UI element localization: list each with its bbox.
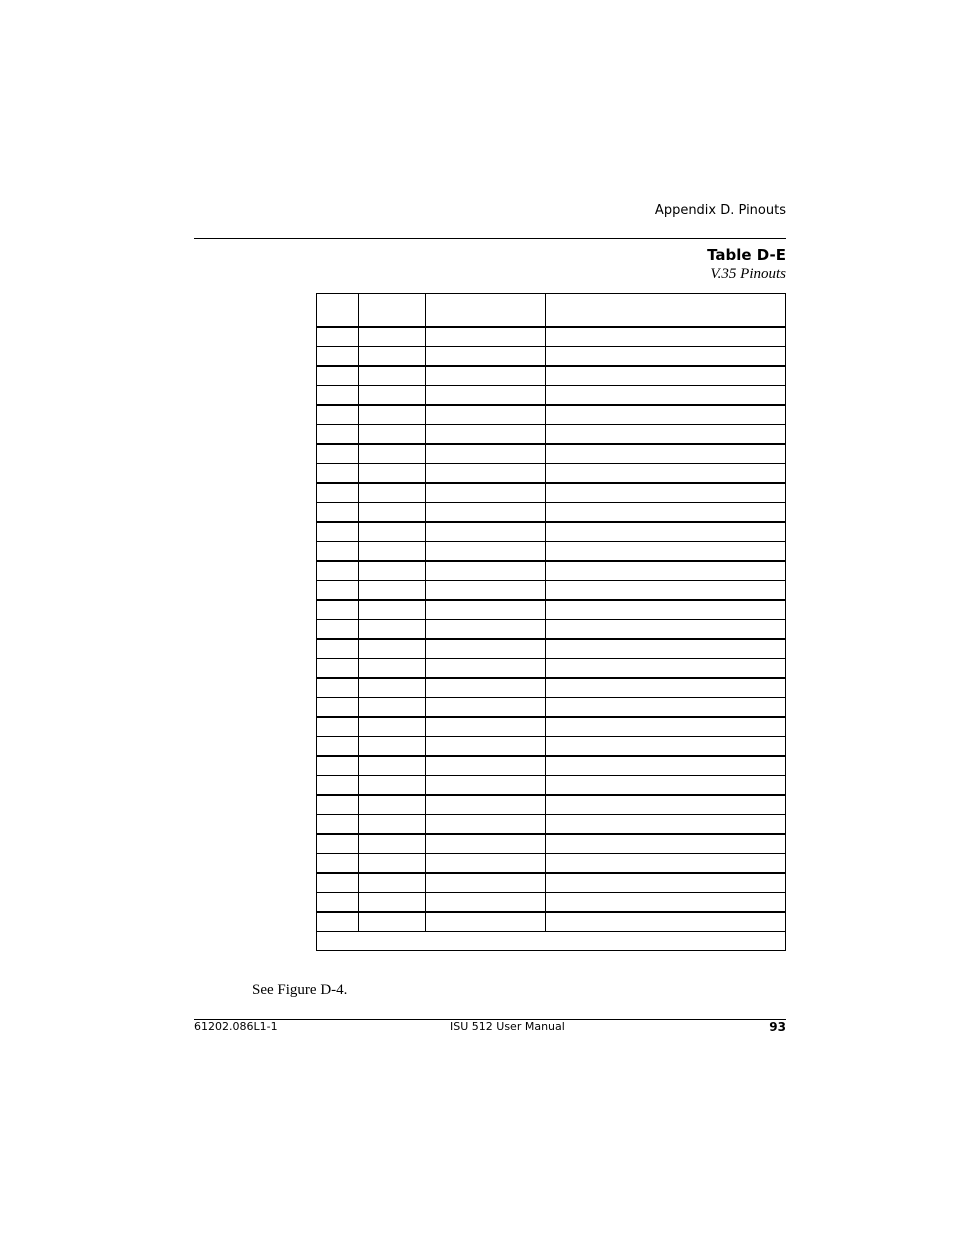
table-cell (426, 795, 546, 815)
table-row (317, 347, 786, 367)
table-cell (426, 561, 546, 581)
table-cell (426, 522, 546, 542)
table-header-row (317, 294, 786, 328)
table-cell (546, 776, 786, 796)
table-cell (317, 561, 359, 581)
table-cell (359, 912, 426, 932)
table-cell (317, 834, 359, 854)
table-cell (546, 678, 786, 698)
table-row (317, 873, 786, 893)
table-cell (426, 581, 546, 601)
table-row (317, 405, 786, 425)
table-cell (317, 678, 359, 698)
table-cell (317, 893, 359, 913)
table-row (317, 639, 786, 659)
table-cell (546, 815, 786, 835)
table-cell (426, 678, 546, 698)
table-cell (317, 522, 359, 542)
table-row (317, 893, 786, 913)
table-cell (426, 620, 546, 640)
table-cell (359, 776, 426, 796)
table-row (317, 698, 786, 718)
table-cell (359, 795, 426, 815)
table-cell (317, 464, 359, 484)
table-row (317, 815, 786, 835)
table-cell (546, 639, 786, 659)
table-cell (546, 425, 786, 445)
table-cell (426, 347, 546, 367)
table-cell (359, 561, 426, 581)
table-cell (546, 386, 786, 406)
table-cell (546, 464, 786, 484)
table-cell (359, 620, 426, 640)
table-cell (546, 347, 786, 367)
table-cell (546, 405, 786, 425)
header-cell (426, 294, 546, 328)
table-cell (546, 756, 786, 776)
header-cell (546, 294, 786, 328)
table-cell (546, 659, 786, 679)
header-cell (359, 294, 426, 328)
table-cell (359, 503, 426, 523)
table-cell (359, 366, 426, 386)
table-row (317, 834, 786, 854)
table-cell (359, 893, 426, 913)
table-cell (546, 620, 786, 640)
pinouts-table (316, 293, 786, 951)
table-cell (317, 483, 359, 503)
table-cell (546, 795, 786, 815)
table-row (317, 386, 786, 406)
table-cell (317, 542, 359, 562)
table-cell (426, 756, 546, 776)
table-cell (359, 542, 426, 562)
table-cell (317, 737, 359, 757)
header-cell (317, 294, 359, 328)
table-cell (426, 776, 546, 796)
table-row (317, 366, 786, 386)
table-cell (317, 698, 359, 718)
table-cell (317, 366, 359, 386)
table-row (317, 717, 786, 737)
table-cell (359, 425, 426, 445)
table-cell (546, 503, 786, 523)
table-cell (359, 756, 426, 776)
table-row (317, 581, 786, 601)
table-cell (426, 834, 546, 854)
table-cell (317, 815, 359, 835)
table-cell (359, 464, 426, 484)
table-cell (359, 639, 426, 659)
table-cell (546, 327, 786, 347)
table-row (317, 464, 786, 484)
table-cell (317, 581, 359, 601)
table-id: Table D-E (707, 246, 786, 264)
table-cell (317, 912, 359, 932)
table-cell (317, 327, 359, 347)
table-cell (317, 795, 359, 815)
table-cell (359, 581, 426, 601)
table-cell (426, 659, 546, 679)
table-row (317, 776, 786, 796)
table-cell (359, 386, 426, 406)
table-cell (426, 444, 546, 464)
table-cell (546, 600, 786, 620)
table-cell (546, 542, 786, 562)
table-cell (546, 834, 786, 854)
table-cell (426, 425, 546, 445)
table-cell (426, 366, 546, 386)
table-cell (317, 347, 359, 367)
table-cell (359, 873, 426, 893)
table-cell (546, 483, 786, 503)
table-cell (359, 347, 426, 367)
table-cell (359, 522, 426, 542)
table-row (317, 483, 786, 503)
table-cell (359, 444, 426, 464)
table-cell (546, 717, 786, 737)
table-cell (317, 756, 359, 776)
table-cell (546, 854, 786, 874)
table-cell (359, 405, 426, 425)
footer-page-number: 93 (769, 1020, 786, 1034)
table-row (317, 503, 786, 523)
table-cell (426, 464, 546, 484)
table-row (317, 795, 786, 815)
table-cell (317, 600, 359, 620)
header-rule (194, 238, 786, 239)
table-cell (359, 698, 426, 718)
table-row (317, 542, 786, 562)
table-caption: V.35 Pinouts (710, 266, 786, 282)
table-cell (359, 600, 426, 620)
see-figure-text: See Figure D-4. (252, 982, 348, 998)
table-row (317, 522, 786, 542)
table-cell (426, 600, 546, 620)
table-cell (426, 815, 546, 835)
table-cell (317, 854, 359, 874)
table-cell (546, 873, 786, 893)
table-cell (317, 503, 359, 523)
table-cell (546, 444, 786, 464)
table-cell (359, 483, 426, 503)
table-cell (359, 854, 426, 874)
table-cell (317, 405, 359, 425)
table-cell (426, 639, 546, 659)
table-cell (426, 717, 546, 737)
table-row (317, 620, 786, 640)
running-head: Appendix D. Pinouts (654, 203, 786, 218)
table-cell (546, 912, 786, 932)
table-row (317, 561, 786, 581)
table-cell (359, 659, 426, 679)
table-row (317, 854, 786, 874)
table-cell (426, 503, 546, 523)
table-row (317, 737, 786, 757)
table-cell (546, 893, 786, 913)
table-note-row (317, 932, 786, 951)
table-cell (426, 873, 546, 893)
table-cell (426, 327, 546, 347)
table-cell (359, 815, 426, 835)
footer-manual-title: ISU 512 User Manual (450, 1020, 565, 1033)
table-cell (546, 522, 786, 542)
table-row (317, 678, 786, 698)
table-cell (317, 639, 359, 659)
table-cell (546, 561, 786, 581)
table-cell (317, 717, 359, 737)
table-cell (426, 386, 546, 406)
table-cell (426, 737, 546, 757)
table-cell (546, 737, 786, 757)
footer-doc-number: 61202.086L1-1 (194, 1020, 278, 1033)
table-cell (426, 698, 546, 718)
table-row (317, 425, 786, 445)
table-cell (317, 386, 359, 406)
table-cell (426, 405, 546, 425)
table-row (317, 600, 786, 620)
table-cell (359, 678, 426, 698)
table-row (317, 327, 786, 347)
table-cell (359, 717, 426, 737)
table-cell (426, 912, 546, 932)
table-cell (546, 366, 786, 386)
table-cell (359, 737, 426, 757)
table-cell (426, 854, 546, 874)
table-cell (359, 834, 426, 854)
table-cell (317, 776, 359, 796)
table-note-cell (317, 932, 786, 951)
table-cell (317, 659, 359, 679)
table-cell (426, 893, 546, 913)
table-cell (426, 542, 546, 562)
table-cell (359, 327, 426, 347)
table-cell (317, 873, 359, 893)
table-row (317, 444, 786, 464)
table-row (317, 912, 786, 932)
table-cell (317, 425, 359, 445)
table-cell (546, 698, 786, 718)
table-cell (546, 581, 786, 601)
table-cell (317, 444, 359, 464)
table-row (317, 659, 786, 679)
table-row (317, 756, 786, 776)
table-cell (317, 620, 359, 640)
table-cell (426, 483, 546, 503)
